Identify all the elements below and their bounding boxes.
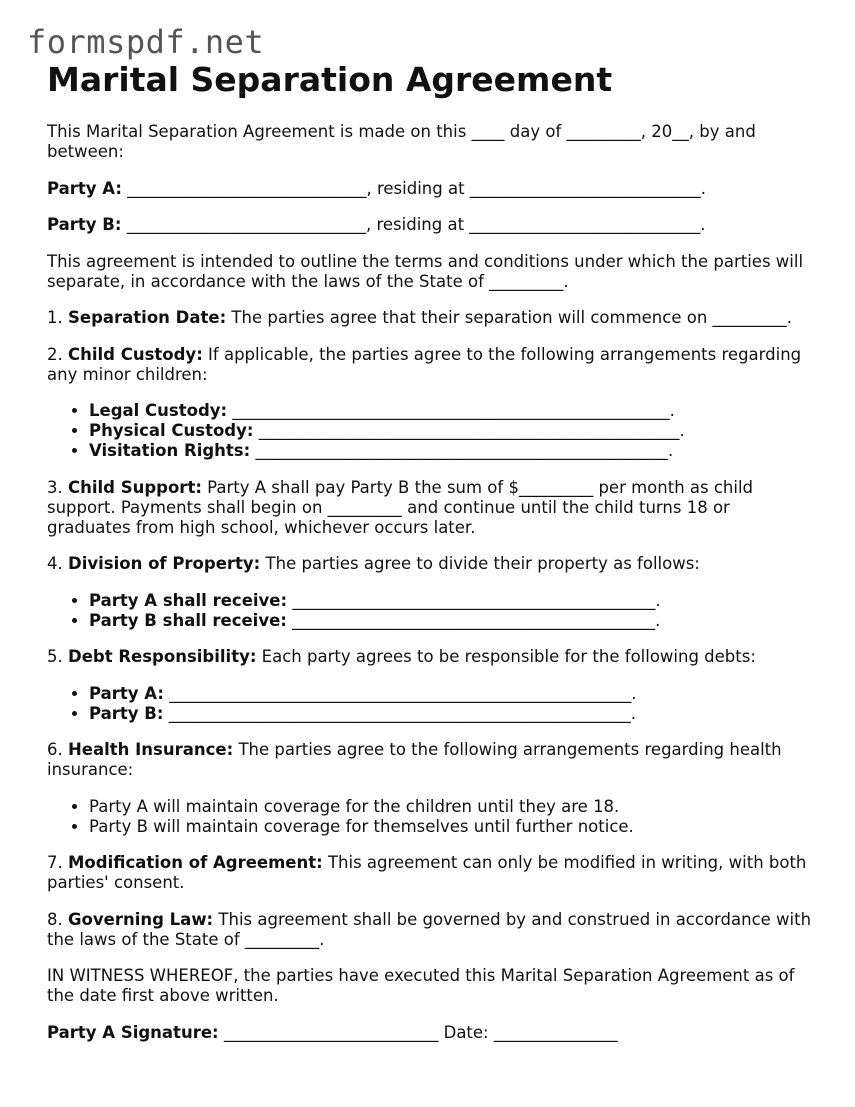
witness-paragraph: IN WITNESS WHEREOF, the parties have executed this Marital Separation Agreement as of the date first above written. <box>47 966 795 1005</box>
section-child-custody <box>47 345 817 385</box>
section-text: The parties agree to divide their property as follows: <box>260 554 700 573</box>
section-number: 3. <box>47 477 68 497</box>
document-title: Marital Separation Agreement <box>47 60 613 99</box>
list-item-label: Party A: <box>89 683 164 703</box>
party-a-blanks: _____________________________, residing at ____________________________. <box>121 178 707 198</box>
list-item-blank: __________________________________________________. <box>250 441 674 460</box>
list-item-label: Visitation Rights: <box>89 441 251 460</box>
list-item-blank: ____________________________________________. <box>286 610 661 630</box>
list-item-label: Party A shall receive: <box>89 590 288 610</box>
party-b-label: Party B: <box>47 215 122 234</box>
list-item-label: Party B shall receive: <box>89 610 287 630</box>
section-heading: Child Custody: <box>68 344 203 364</box>
list-item-blank: _____________________________________________________. <box>227 401 675 420</box>
section-text: Party A shall pay Party B the sum of $_________ per month as child support. Payments shall begin on _________ and continue until the child turns 18 or graduates from high school, whichever occurs later. <box>47 477 754 537</box>
section-heading: Child Support: <box>68 477 202 497</box>
custody-list <box>47 401 817 461</box>
party-b-line <box>47 215 817 235</box>
list-item <box>89 401 817 421</box>
list-item <box>89 684 817 704</box>
section-separation-date <box>47 308 817 328</box>
list-item <box>89 611 817 631</box>
section-heading: Separation Date: <box>68 308 227 327</box>
list-item-blank: ___________________________________________________. <box>253 421 685 440</box>
party-b-blanks: _____________________________, residing at ____________________________. <box>121 215 706 234</box>
section-number: 4. <box>47 554 68 573</box>
section-number: 7. <box>47 853 68 872</box>
section-heading: Governing Law: <box>68 909 214 929</box>
party-a-line <box>47 179 817 199</box>
section-number: 1. <box>47 308 68 327</box>
list-item-blank: ________________________________________________________. <box>163 703 636 723</box>
section-number: 5. <box>47 647 68 666</box>
section-heading: Health Insurance: <box>68 740 234 759</box>
section-number: 2. <box>47 344 68 364</box>
party-a-label: Party A: <box>47 178 122 198</box>
section-text: This agreement shall be governed by and construed in accordance with the laws of the State of _________. <box>47 909 812 949</box>
section-text: The parties agree to the following arrangements regarding health insurance: <box>47 740 782 779</box>
watermark: formspdf.net <box>27 23 265 61</box>
section-text: If applicable, the parties agree to the following arrangements regarding any minor children: <box>47 344 802 384</box>
section-health-insurance <box>47 740 817 780</box>
section-text: This agreement can only be modified in writing, with both parties' consent. <box>47 853 807 892</box>
signature-line <box>47 1023 817 1043</box>
list-item <box>89 441 817 461</box>
signature-blanks: __________________________ Date: _______________ <box>218 1022 618 1042</box>
section-modification <box>47 853 817 893</box>
signature-label: Party A Signature: <box>47 1022 219 1042</box>
insurance-list <box>47 797 817 837</box>
section-number: 6. <box>47 740 68 759</box>
section-number: 8. <box>47 909 68 929</box>
intro-paragraph: This Marital Separation Agreement is made on this ____ day of _________, 20__, by and between: <box>47 122 756 161</box>
list-item <box>89 591 817 611</box>
list-item-label: Legal Custody: <box>89 401 228 420</box>
list-item-label: Physical Custody: <box>89 421 254 440</box>
section-heading: Debt Responsibility: <box>68 647 257 666</box>
list-item-blank: ________________________________________________________. <box>163 683 637 703</box>
purpose-paragraph: This agreement is intended to outline the terms and conditions under which the parties will separate, in accordance with the laws of the State of _________. <box>47 251 804 291</box>
property-list <box>47 591 817 631</box>
list-item: • Party B will maintain coverage for themselves until further notice. <box>89 817 817 837</box>
section-heading: Modification of Agreement: <box>68 853 323 872</box>
section-division-of-property <box>47 554 817 574</box>
list-item <box>89 704 817 724</box>
list-item-blank: ____________________________________________. <box>287 590 661 610</box>
list-item <box>89 421 817 441</box>
section-text: The parties agree that their separation will commence on _________. <box>226 308 793 327</box>
list-item: • Party A will maintain coverage for the children until they are 18. <box>89 797 817 817</box>
section-governing-law <box>47 910 817 950</box>
section-debt-responsibility <box>47 647 817 667</box>
debt-list <box>47 684 817 724</box>
section-text: Each party agrees to be responsible for the following debts: <box>256 647 756 666</box>
list-item-label: Party B: <box>89 703 164 723</box>
section-child-support <box>47 478 817 538</box>
document-page <box>47 60 817 1043</box>
section-heading: Division of Property: <box>68 554 261 573</box>
